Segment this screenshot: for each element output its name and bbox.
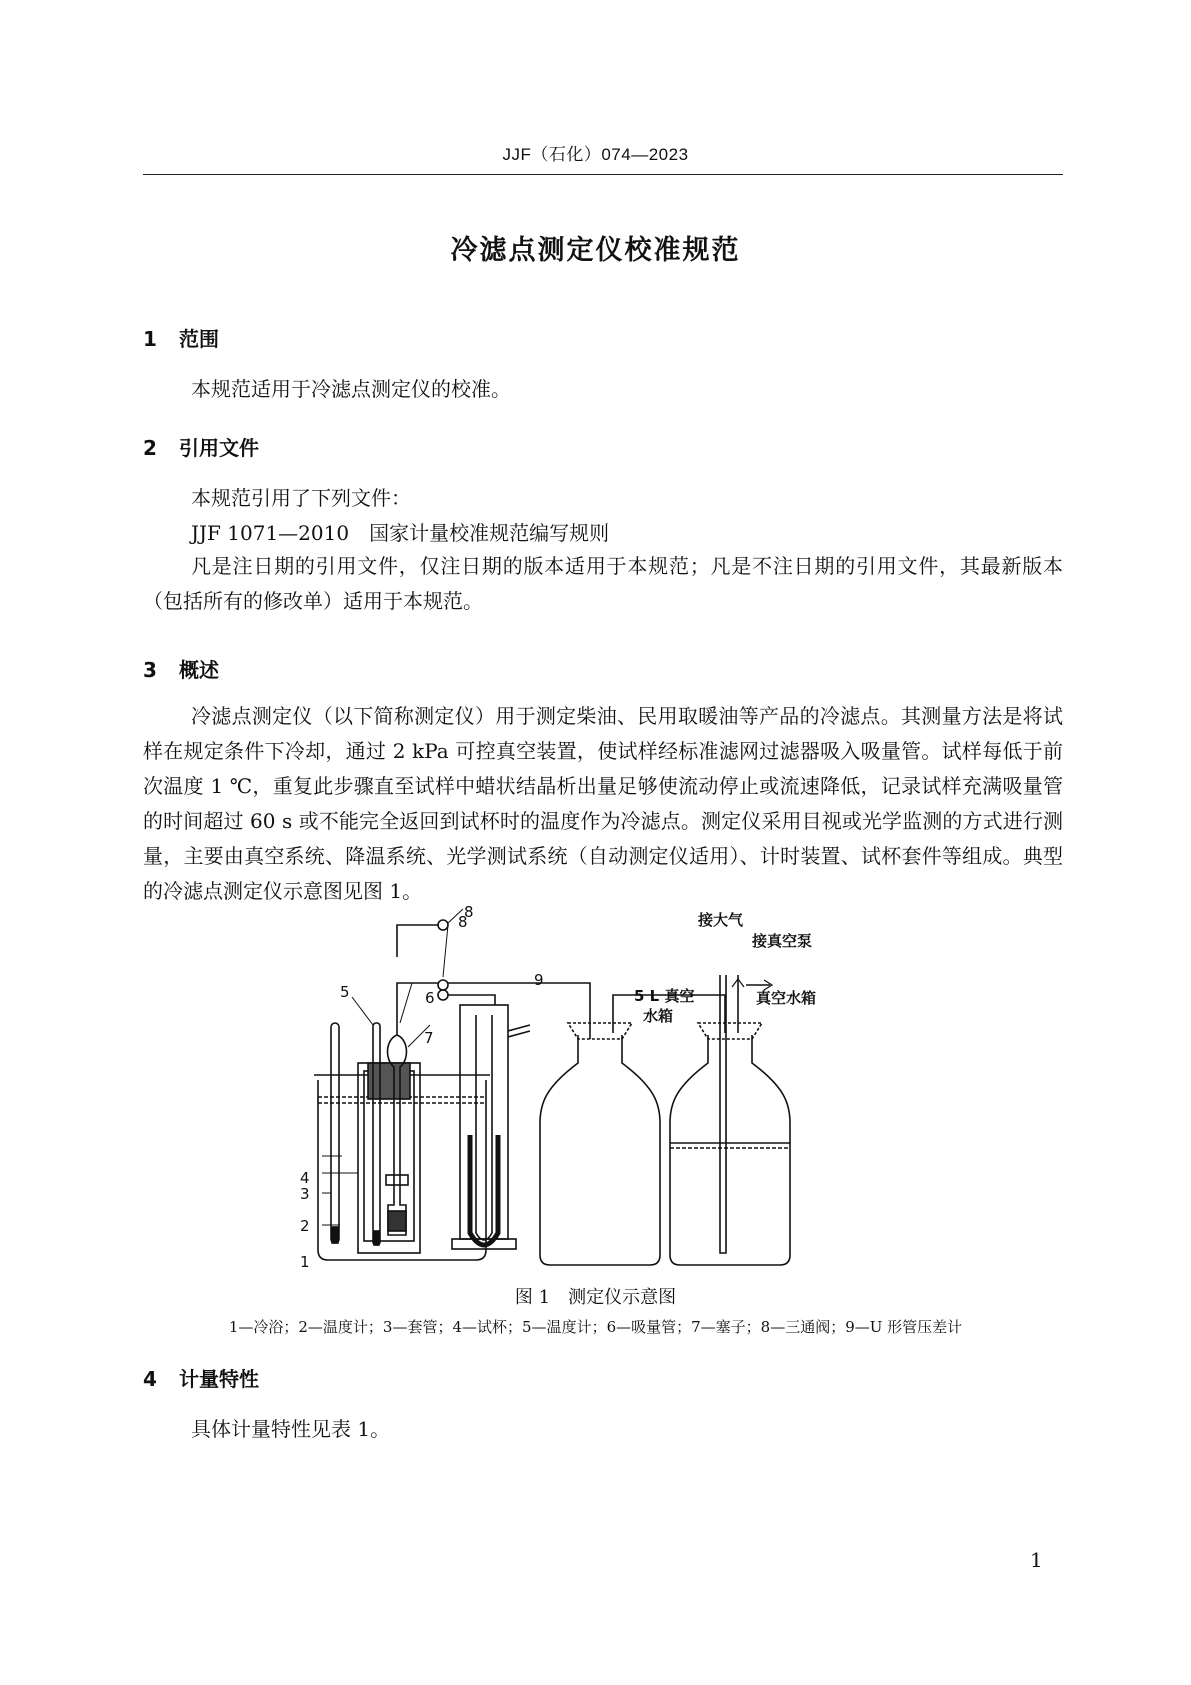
s4-paragraph: 具体计量特性见表 1。 xyxy=(191,1417,391,1441)
label-vacuum-pump: 接真空泵 xyxy=(752,932,813,950)
figure-legend: 1—冷浴；2—温度计；3—套管；4—试杯；5—温度计；6—吸量管；7—塞子；8—三通阀；9—U 形管压差计 xyxy=(228,1318,963,1336)
pipette-6 xyxy=(386,997,408,1235)
vacuum-tank-5l xyxy=(540,1023,660,1265)
u-tube-manometer xyxy=(452,1005,530,1249)
label-8-top: 8 xyxy=(464,903,474,921)
thermometer-2 xyxy=(331,1023,339,1243)
label-3: 3 xyxy=(300,1185,310,1203)
figure-1-top xyxy=(300,905,900,977)
s3-paragraph: 冷滤点测定仪（以下简称测定仪）用于测定柴油、民用取暖油等产品的冷滤点。其测量方法是将试样在规定条件下冷却，通过 2 kPa 可控真空装置，使试样经标准滤网过滤器吸入吸量管。试样每低于前次温度 1 ℃，重复此步骤直至试样中蜡状结晶析出量足够使流动停止或流速降低，记录试样充满吸量管的时间超过 60 s 或不能完全返回到试杯时的温度作为冷滤点。测定仪采用目视或光学监测的方式进行测量，主要由真空系统、降温系统、光学测试系统（自动测定仪适用）、计时装置、试杯套件等组成。典型的冷滤点测定仪示意图见图 1。 xyxy=(143,704,1063,903)
label-5l-tank-line1: 5 L 真空 xyxy=(634,987,695,1005)
document-title: 冷滤点测定仪校准规范 xyxy=(450,235,741,266)
label-5l-tank-line2: 水箱 xyxy=(643,1007,674,1025)
pipette-tubing-top xyxy=(397,925,439,957)
label-atmosphere: 接大气 xyxy=(698,911,744,929)
label-6: 6 xyxy=(425,989,435,1007)
label-8: 8 xyxy=(458,913,468,931)
label-7: 7 xyxy=(424,1029,434,1047)
section-heading-1: 1 范围 xyxy=(143,327,219,351)
page-number: 1 xyxy=(1030,1548,1043,1572)
document-code: JJF（石化）074—2023 xyxy=(502,145,689,164)
label-1: 1 xyxy=(300,1253,310,1271)
cold-bath xyxy=(314,1075,490,1260)
leader-line-8 xyxy=(448,909,463,923)
section-heading-3: 3 概述 xyxy=(143,658,219,682)
section-heading-4: 4 计量特性 xyxy=(143,1367,259,1391)
s2-reference: JJF 1071—2010 国家计量校准规范编写规则 xyxy=(191,521,610,545)
section-heading-2: 2 引用文件 xyxy=(143,436,259,460)
label-9: 9 xyxy=(534,971,544,989)
label-2: 2 xyxy=(300,1217,310,1235)
header-rule xyxy=(143,174,1063,175)
figure-caption: 图 1 测定仪示意图 xyxy=(514,1287,677,1308)
s1-paragraph: 本规范适用于冷滤点测定仪的校准。 xyxy=(191,377,511,401)
s2-intro: 本规范引用了下列文件： xyxy=(191,486,411,510)
label-vacuum-water-tank: 真空水箱 xyxy=(756,989,817,1007)
label-5: 5 xyxy=(340,983,350,1001)
thermometer-5 xyxy=(373,1023,380,1245)
label-4: 4 xyxy=(300,1169,310,1187)
s2-paragraph: 凡是注日期的引用文件，仅注日期的版本适用于本规范；凡是不注日期的引用文件，其最新版本（包括所有的修改单）适用于本规范。 xyxy=(143,554,1063,613)
vacuum-water-tank xyxy=(670,975,790,1265)
three-way-valve-8 xyxy=(438,920,448,930)
